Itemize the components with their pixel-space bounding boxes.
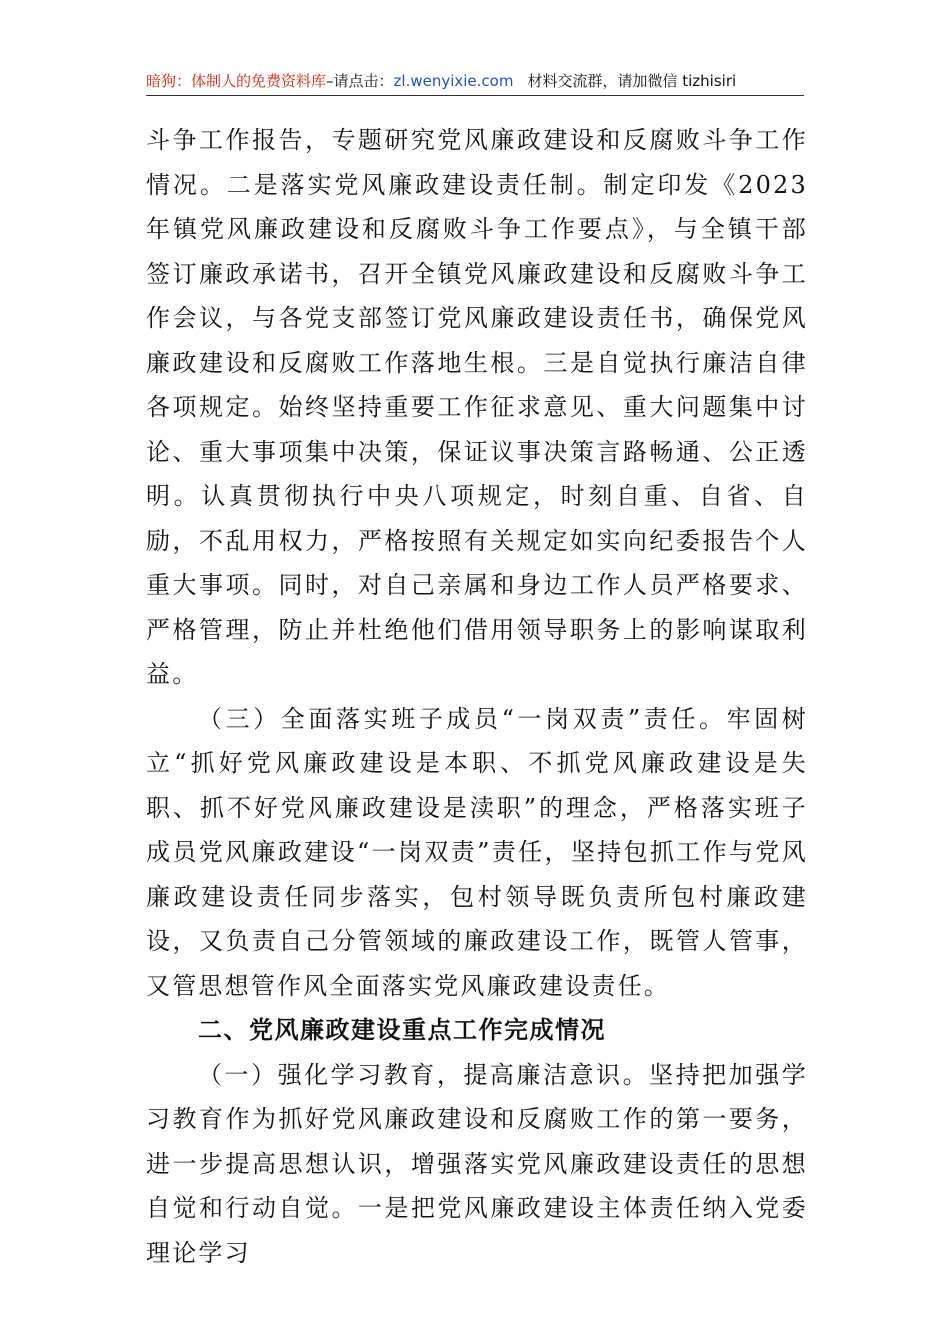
document-header [146, 68, 804, 94]
section-heading: 二、党风廉政建设重点工作完成情况 [198, 1016, 606, 1044]
header-click-prompt: –请点击： [326, 72, 394, 90]
header-url-link[interactable]: zl.wenyixie.com [393, 72, 514, 90]
header-group-note: 材料交流群，请加微信 tizhisiri [527, 72, 737, 90]
paragraph-one-post-two-duties: （三）全面落实班子成员“一岗双责”责任。牢固树立“抓好党风廉政建设是本职、不抓党风廉政建设是失职、抓不好党风廉政建设是渎职”的理念，严格落实班子成员党风廉政建设“一岗双责”责任，坚持包抓工作与党风廉政建设责任同步落实，包村领导既负责所包村廉政建设，又负责自己分管领域的廉政建设工作，既管人管事，又管思想管作风全面落实党风廉政建设责任。 [146, 704, 808, 1000]
document-body [146, 118, 808, 1275]
header-site-name: 暗狗：体制人的免费资料库 [146, 72, 327, 90]
header-divider [146, 95, 804, 96]
paragraph-continued: 斗争工作报告，专题研究党风廉政建设和反腐败斗争工作情况。二是落实党风廉政建设责任制。制定印发《2023年镇党风廉政建设和反腐败斗争工作要点》，与全镇干部签订廉政承诺书，召开全镇党风廉政建设和反腐败斗争工作会议，与各党支部签订党风廉政建设责任书，确保党风廉政建设和反腐败工作落地生根。三是自觉执行廉洁自律各项规定。始终坚持重要工作征求意见、重大问题集中讨论、重大事项集中决策，保证议事决策言路畅通、公正透明。认真贯彻执行中央八项规定，时刻自重、自省、自励，不乱用权力，严格按照有关规定如实向纪委报告个人重大事项。同时，对自己亲属和身边工作人员严格要求、严格管理，防止并杜绝他们借用领导职务上的影响谋取利益。 [146, 126, 808, 688]
paragraph-study-education: （一）强化学习教育，提高廉洁意识。坚持把加强学习教育作为抓好党风廉政建设和反腐败工作的第一要务，进一步提高思想认识，增强落实党风廉政建设责任的思想自觉和行动自觉。一是把党风廉政建设主体责任纳入党委理论学习 [146, 1060, 808, 1267]
